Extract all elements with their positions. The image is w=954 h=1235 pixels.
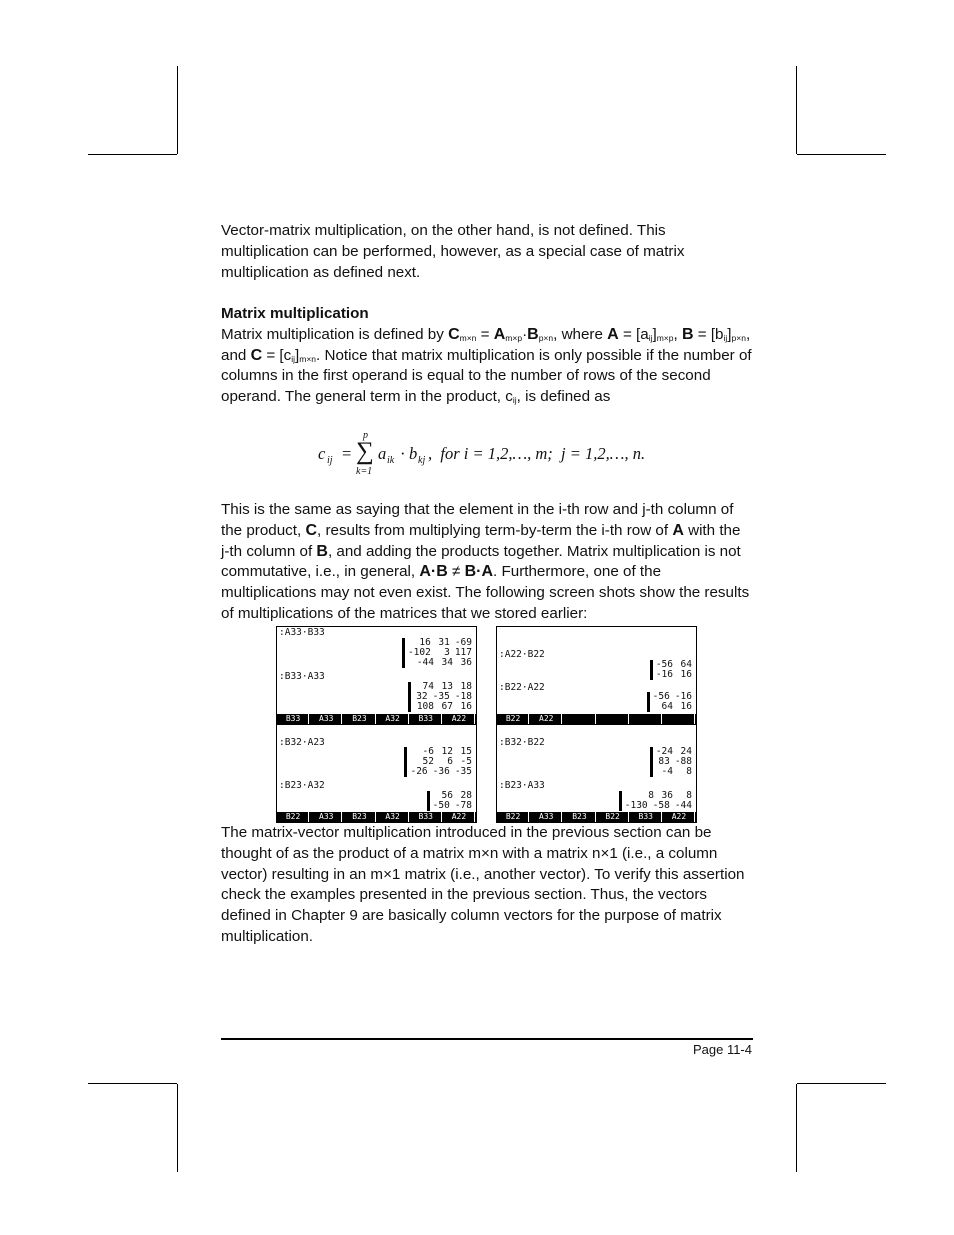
crop-mark-bottom-left-vertical: [177, 1084, 178, 1172]
def-text: ]: [727, 325, 732, 343]
matrix-cell: -26: [410, 766, 428, 777]
symbol-a: A: [672, 521, 684, 539]
definition-section: [221, 304, 753, 408]
p2-text: with the j-th column of: [221, 521, 741, 560]
calculator-screen-4: [496, 724, 697, 823]
stack-command: :B32·B22: [499, 737, 545, 748]
matrix-cell: 16: [419, 637, 431, 648]
softkey-menu: [277, 812, 476, 822]
matrix-cell: 8: [648, 790, 654, 801]
formula-ij: ij: [327, 455, 333, 466]
matrix-cell: 28: [460, 790, 472, 801]
result-matrix: [650, 747, 692, 777]
matrix-row: [653, 702, 692, 712]
softkey[interactable]: A33: [311, 812, 342, 822]
intro-paragraph: [221, 221, 753, 283]
softkey[interactable]: B23: [564, 812, 595, 822]
crop-mark-top-right-horizontal: [797, 154, 886, 155]
def-text: ,: [673, 325, 682, 343]
softkey[interactable]: [664, 714, 695, 724]
matrix-cell: 8: [686, 766, 692, 777]
softkey[interactable]: B23: [344, 714, 375, 724]
matrix-cell: 3: [444, 647, 450, 658]
matrix-cell: 18: [460, 681, 472, 692]
softkey[interactable]: [598, 714, 629, 724]
matrix-cell: -35: [432, 691, 450, 702]
crop-mark-top-left-horizontal: [88, 154, 177, 155]
def-text: , is defined as: [516, 388, 611, 406]
softkey[interactable]: B23: [344, 812, 375, 822]
matrix-cell: -36: [432, 766, 450, 777]
softkey[interactable]: B22: [498, 714, 529, 724]
stack-command: :B22·A22: [499, 682, 545, 693]
subscript: ij: [723, 332, 728, 343]
stack-command: :A33·B33: [279, 627, 325, 638]
sigma-symbol: ∑: [356, 438, 374, 465]
def-text: ·: [522, 325, 528, 343]
matrix-cell: 8: [686, 790, 692, 801]
matrix-cell: 31: [438, 637, 450, 648]
def-text: ]: [652, 325, 657, 343]
subscript: ij: [512, 395, 517, 406]
formula-lower-limit: k=1: [356, 466, 373, 477]
matrix-row: [656, 767, 692, 777]
commutativity-paragraph: [221, 500, 753, 625]
softkey[interactable]: A32: [378, 812, 409, 822]
stack-command: :A22·B22: [499, 649, 545, 660]
matrix-cell: -56: [655, 659, 673, 670]
matrix-cell: 13: [441, 681, 453, 692]
subscript: m×n: [459, 332, 477, 343]
p2-text: , and adding the products together. Matrix multiplication is not commutative, i.e., in general,: [221, 542, 741, 581]
matrix-cell: 74: [422, 681, 434, 692]
def-text: = [a: [618, 325, 649, 343]
result-matrix: [404, 747, 472, 777]
formula-equals: =: [342, 444, 352, 463]
softkey[interactable]: B33: [411, 812, 442, 822]
symbol-c: C: [250, 346, 263, 364]
symbol-c: C: [448, 325, 460, 343]
matrix-cell: -16: [674, 691, 692, 702]
calculator-screen-1: [276, 626, 477, 725]
section-heading: Matrix multiplication: [221, 305, 369, 322]
matrix-cell: -35: [454, 766, 472, 777]
matrix-cell: 117: [454, 647, 472, 658]
paragraph-3: The matrix-vector multiplication introduced in the previous section can be thought of as the product of a matrix m×n with a matrix n×1 (i.e., a column vector) resulting in an m×1 matrix (i.e., another vector). To verify this assertion check the examples presented in the previous section. Thus, the vectors defined in Chapter 9 are basically column vectors for the purpose of matrix multiplication.: [221, 824, 745, 945]
matrix-cell: 16: [680, 701, 692, 712]
crop-mark-bottom-right-vertical: [796, 1084, 797, 1172]
matrix-cell: -56: [652, 691, 670, 702]
matrix-cell: 15: [460, 746, 472, 757]
matrix-cell: 16: [680, 669, 692, 680]
result-matrix: [647, 692, 692, 712]
matrix-cell: 24: [680, 746, 692, 757]
matrix-row: [408, 658, 472, 668]
softkey[interactable]: A33: [311, 714, 342, 724]
softkey[interactable]: [564, 714, 595, 724]
matrix-cell: -18: [454, 691, 472, 702]
softkey[interactable]: B33: [631, 812, 662, 822]
matrix-cell: 36: [460, 657, 472, 668]
matrix-cell: -88: [674, 756, 692, 767]
symbol-b: B: [316, 542, 328, 560]
subscript: m×p: [505, 332, 523, 343]
matrix-row: [625, 801, 692, 811]
intro-text: Vector-matrix multiplication, on the other hand, is not defined. This multiplication can be performed, however, as a special case of matrix multiplication as defined next.: [221, 222, 685, 281]
def-text: ]: [295, 346, 300, 364]
matrix-cell: 64: [661, 701, 673, 712]
matrix-cell: 12: [441, 746, 453, 757]
calculator-screen-2: [496, 626, 697, 725]
def-text: . Notice that matrix multiplication is only possible if the number of columns in the first operand is equal to the number of rows of the second operand. The general term in the product, c: [221, 346, 752, 406]
matrix-cell: -44: [416, 657, 434, 668]
softkey-menu: [277, 714, 476, 724]
calculator-screen-3: [276, 724, 477, 823]
matrix-cell: -5: [460, 756, 472, 767]
softkey[interactable]: A22: [444, 812, 475, 822]
p2-text: , results from multiplying term-by-term the i-th row of: [317, 521, 673, 539]
matrix-cell: -6: [422, 746, 434, 757]
page-number: Page 11-4: [692, 1042, 752, 1057]
softkey[interactable]: A32: [378, 714, 409, 724]
softkey[interactable]: B22: [598, 812, 629, 822]
crop-mark-top-right-vertical: [796, 66, 797, 154]
matrix-cell: -50: [432, 800, 450, 811]
subscript: m×p: [656, 332, 674, 343]
softkey[interactable]: A22: [531, 714, 562, 724]
matrix-cell: 67: [441, 701, 453, 712]
softkey[interactable]: [631, 714, 662, 724]
matrix-vector-paragraph: [221, 823, 753, 948]
matrix-row: [433, 801, 472, 811]
softkey-menu: [497, 812, 696, 822]
definition-paragraph: [221, 325, 753, 408]
symbol-a: A: [493, 325, 506, 343]
result-matrix: [402, 638, 472, 668]
symbol-c: C: [305, 521, 317, 539]
matrix-cell: -69: [454, 637, 472, 648]
general-term-formula: [318, 428, 738, 480]
stack-command: :B23·A33: [499, 780, 545, 791]
subscript: ij: [291, 353, 296, 364]
softkey[interactable]: B22: [278, 812, 309, 822]
matrix-row: [414, 702, 472, 712]
product-ab: A·B: [419, 563, 448, 581]
formula-cdot: ·: [400, 444, 406, 463]
stack-command: :B23·A32: [279, 780, 325, 791]
matrix-cell: 36: [661, 790, 673, 801]
def-text: Matrix multiplication is defined by: [221, 325, 449, 343]
p2-text: . Furthermore, one of the multiplications may not even exist. The following screen shots show the results of multiplications of the matrices that we stored earlier:: [221, 563, 750, 622]
matrix-row: [656, 670, 692, 680]
crop-mark-bottom-right-horizontal: [797, 1083, 886, 1084]
matrix-cell: -78: [454, 800, 472, 811]
def-text: = [b: [693, 325, 724, 343]
result-matrix: [408, 682, 472, 712]
matrix-cell: 64: [680, 659, 692, 670]
formula-b: b: [409, 444, 418, 463]
def-text: , where: [553, 325, 608, 343]
softkey[interactable]: A22: [444, 714, 475, 724]
not-equal-sign: ≠: [447, 563, 465, 581]
def-text: = [c: [262, 346, 292, 364]
footer-rule: [221, 1038, 753, 1040]
def-text: =: [476, 325, 494, 343]
softkey[interactable]: B33: [278, 714, 309, 724]
formula-range: , for i = 1,2,…, m; j = 1,2,…, n.: [428, 444, 646, 463]
result-matrix: [650, 660, 692, 680]
crop-mark-top-left-vertical: [177, 66, 178, 154]
result-matrix: [427, 791, 472, 811]
softkey[interactable]: B33: [411, 714, 442, 724]
softkey[interactable]: B22: [498, 812, 529, 822]
formula-a: a: [378, 444, 387, 463]
subscript: p×n: [731, 332, 746, 343]
paragraph-2: [221, 500, 753, 625]
matrix-cell: 32: [416, 691, 428, 702]
softkey[interactable]: A33: [531, 812, 562, 822]
matrix-cell: 34: [441, 657, 453, 668]
result-matrix: [619, 791, 692, 811]
matrix-cell: 56: [441, 790, 453, 801]
matrix-cell: 6: [447, 756, 453, 767]
symbol-a: A: [607, 325, 619, 343]
stack-command: :B33·A33: [279, 671, 325, 682]
matrix-cell: 108: [416, 701, 434, 712]
subscript: m×n: [299, 353, 317, 364]
symbol-b: B: [681, 325, 694, 343]
formula-ik: ik: [387, 455, 395, 466]
matrix-cell: -44: [674, 800, 692, 811]
stack-command: :B32·A23: [279, 737, 325, 748]
softkey-menu: [497, 714, 696, 724]
softkey[interactable]: A22: [664, 812, 695, 822]
formula-upper-limit: p: [363, 430, 368, 441]
subscript: ij: [648, 332, 653, 343]
product-ba: B·A: [464, 563, 494, 581]
matrix-cell: -16: [655, 669, 673, 680]
formula-c: c: [318, 444, 326, 463]
matrix-row: [410, 767, 472, 777]
matrix-cell: 16: [460, 701, 472, 712]
matrix-cell: -58: [652, 800, 670, 811]
matrix-cell: -24: [655, 746, 673, 757]
matrix-cell: -102: [407, 647, 431, 658]
formula-kj: kj: [418, 455, 426, 466]
crop-mark-bottom-left-horizontal: [88, 1083, 177, 1084]
matrix-cell: -4: [661, 766, 673, 777]
matrix-cell: -130: [624, 800, 648, 811]
matrix-cell: 83: [658, 756, 670, 767]
subscript: p×n: [538, 332, 554, 343]
symbol-b: B: [527, 325, 539, 343]
matrix-cell: 52: [422, 756, 434, 767]
p2-text: This is the same as saying that the element in the i-th row and j-th column of the product,: [221, 501, 734, 539]
def-text: , and: [221, 325, 751, 364]
